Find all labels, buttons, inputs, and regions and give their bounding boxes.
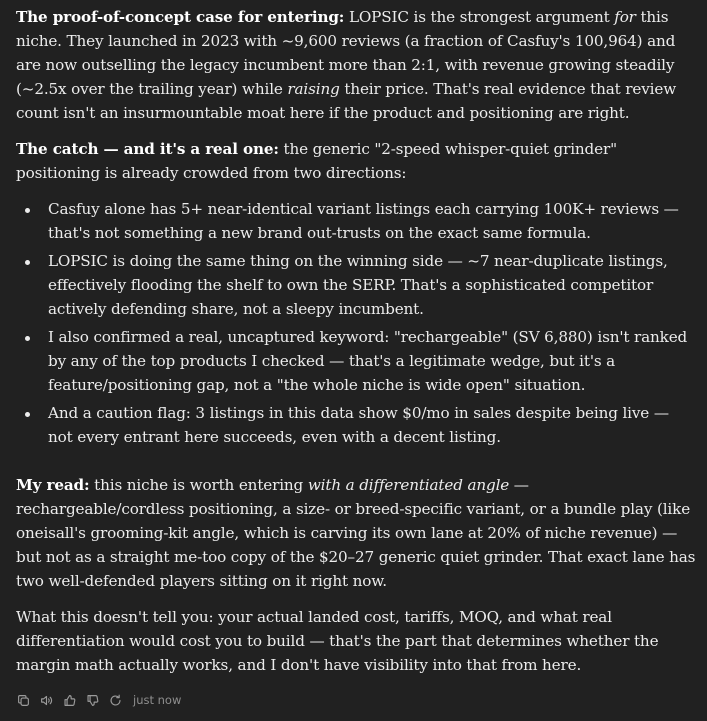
message-actions	[16, 689, 697, 711]
paragraph-my-read: My read: this niche is worth entering with a differentiated angle — rechargeable/cordless positioning, a size- or breed-specific variant, or a bundle play (like oneisall's grooming-kit angle, which is carving its own lane at 20% of niche revenue) — but not as a straight me-too copy of the $20–27 generic quiet grinder. That exact lane has two well-defended players sitting on it right now.	[16, 476, 696, 590]
bullet-list	[16, 197, 697, 449]
bold-lead: My read:	[16, 476, 90, 494]
bold-lead: The catch — and it's a real one:	[16, 140, 279, 158]
paragraph-proof-of-concept: The proof-of-concept case for entering: LOPSIC is the strongest argument for this niche. They launched in 2023 with ~9,600 reviews (a fraction of Casfuy's 100,964) and are now outselling the legacy incumbent more than 2:1, with revenue growing steadily (~2.5x over the trailing year) while raising their price. That's real evidence that review count isn't an insurmountable moat here if the product and positioning are right.	[16, 8, 677, 122]
thumbs-down-icon[interactable]	[85, 693, 99, 707]
list-item: And a caution flag: 3 listings in this data show $0/mo in sales despite being live — not every entrant here succeeds, even with a decent listing.	[48, 401, 697, 449]
list-item: Casfuy alone has 5+ near-identical variant listings each carrying 100K+ reviews — that's not something a new brand out-trusts on the exact same formula.	[48, 197, 697, 245]
list-item: I also confirmed a real, uncaptured keyword: "rechargeable" (SV 6,880) isn't ranked by any of the top products I checked — that's a legitimate wedge, but it's a feature/positioning gap, not a "the whole niche is wide open" situation.	[48, 325, 697, 397]
paragraph-catch: The catch — and it's a real one: the generic "2-speed whisper-quiet grinder" positioning is already crowded from two directions:	[16, 140, 617, 182]
speaker-icon[interactable]	[39, 693, 53, 707]
thumbs-up-icon[interactable]	[62, 693, 76, 707]
paragraph-caveat: What this doesn't tell you: your actual landed cost, tariffs, MOQ, and what real differentiation would cost you to build — that's the part that determines whether the margin math actually works, and I don't have visibility into that from here.	[16, 608, 659, 674]
regenerate-icon[interactable]	[108, 693, 122, 707]
bold-lead: The proof-of-concept case for entering:	[16, 8, 345, 26]
list-item: LOPSIC is doing the same thing on the winning side — ~7 near-duplicate listings, effectively flooding the shelf to own the SERP. That's a sophisticated competitor actively defending share, not a sleepy incumbent.	[48, 249, 697, 321]
timestamp: just now	[133, 693, 182, 707]
copy-icon[interactable]	[16, 693, 30, 707]
